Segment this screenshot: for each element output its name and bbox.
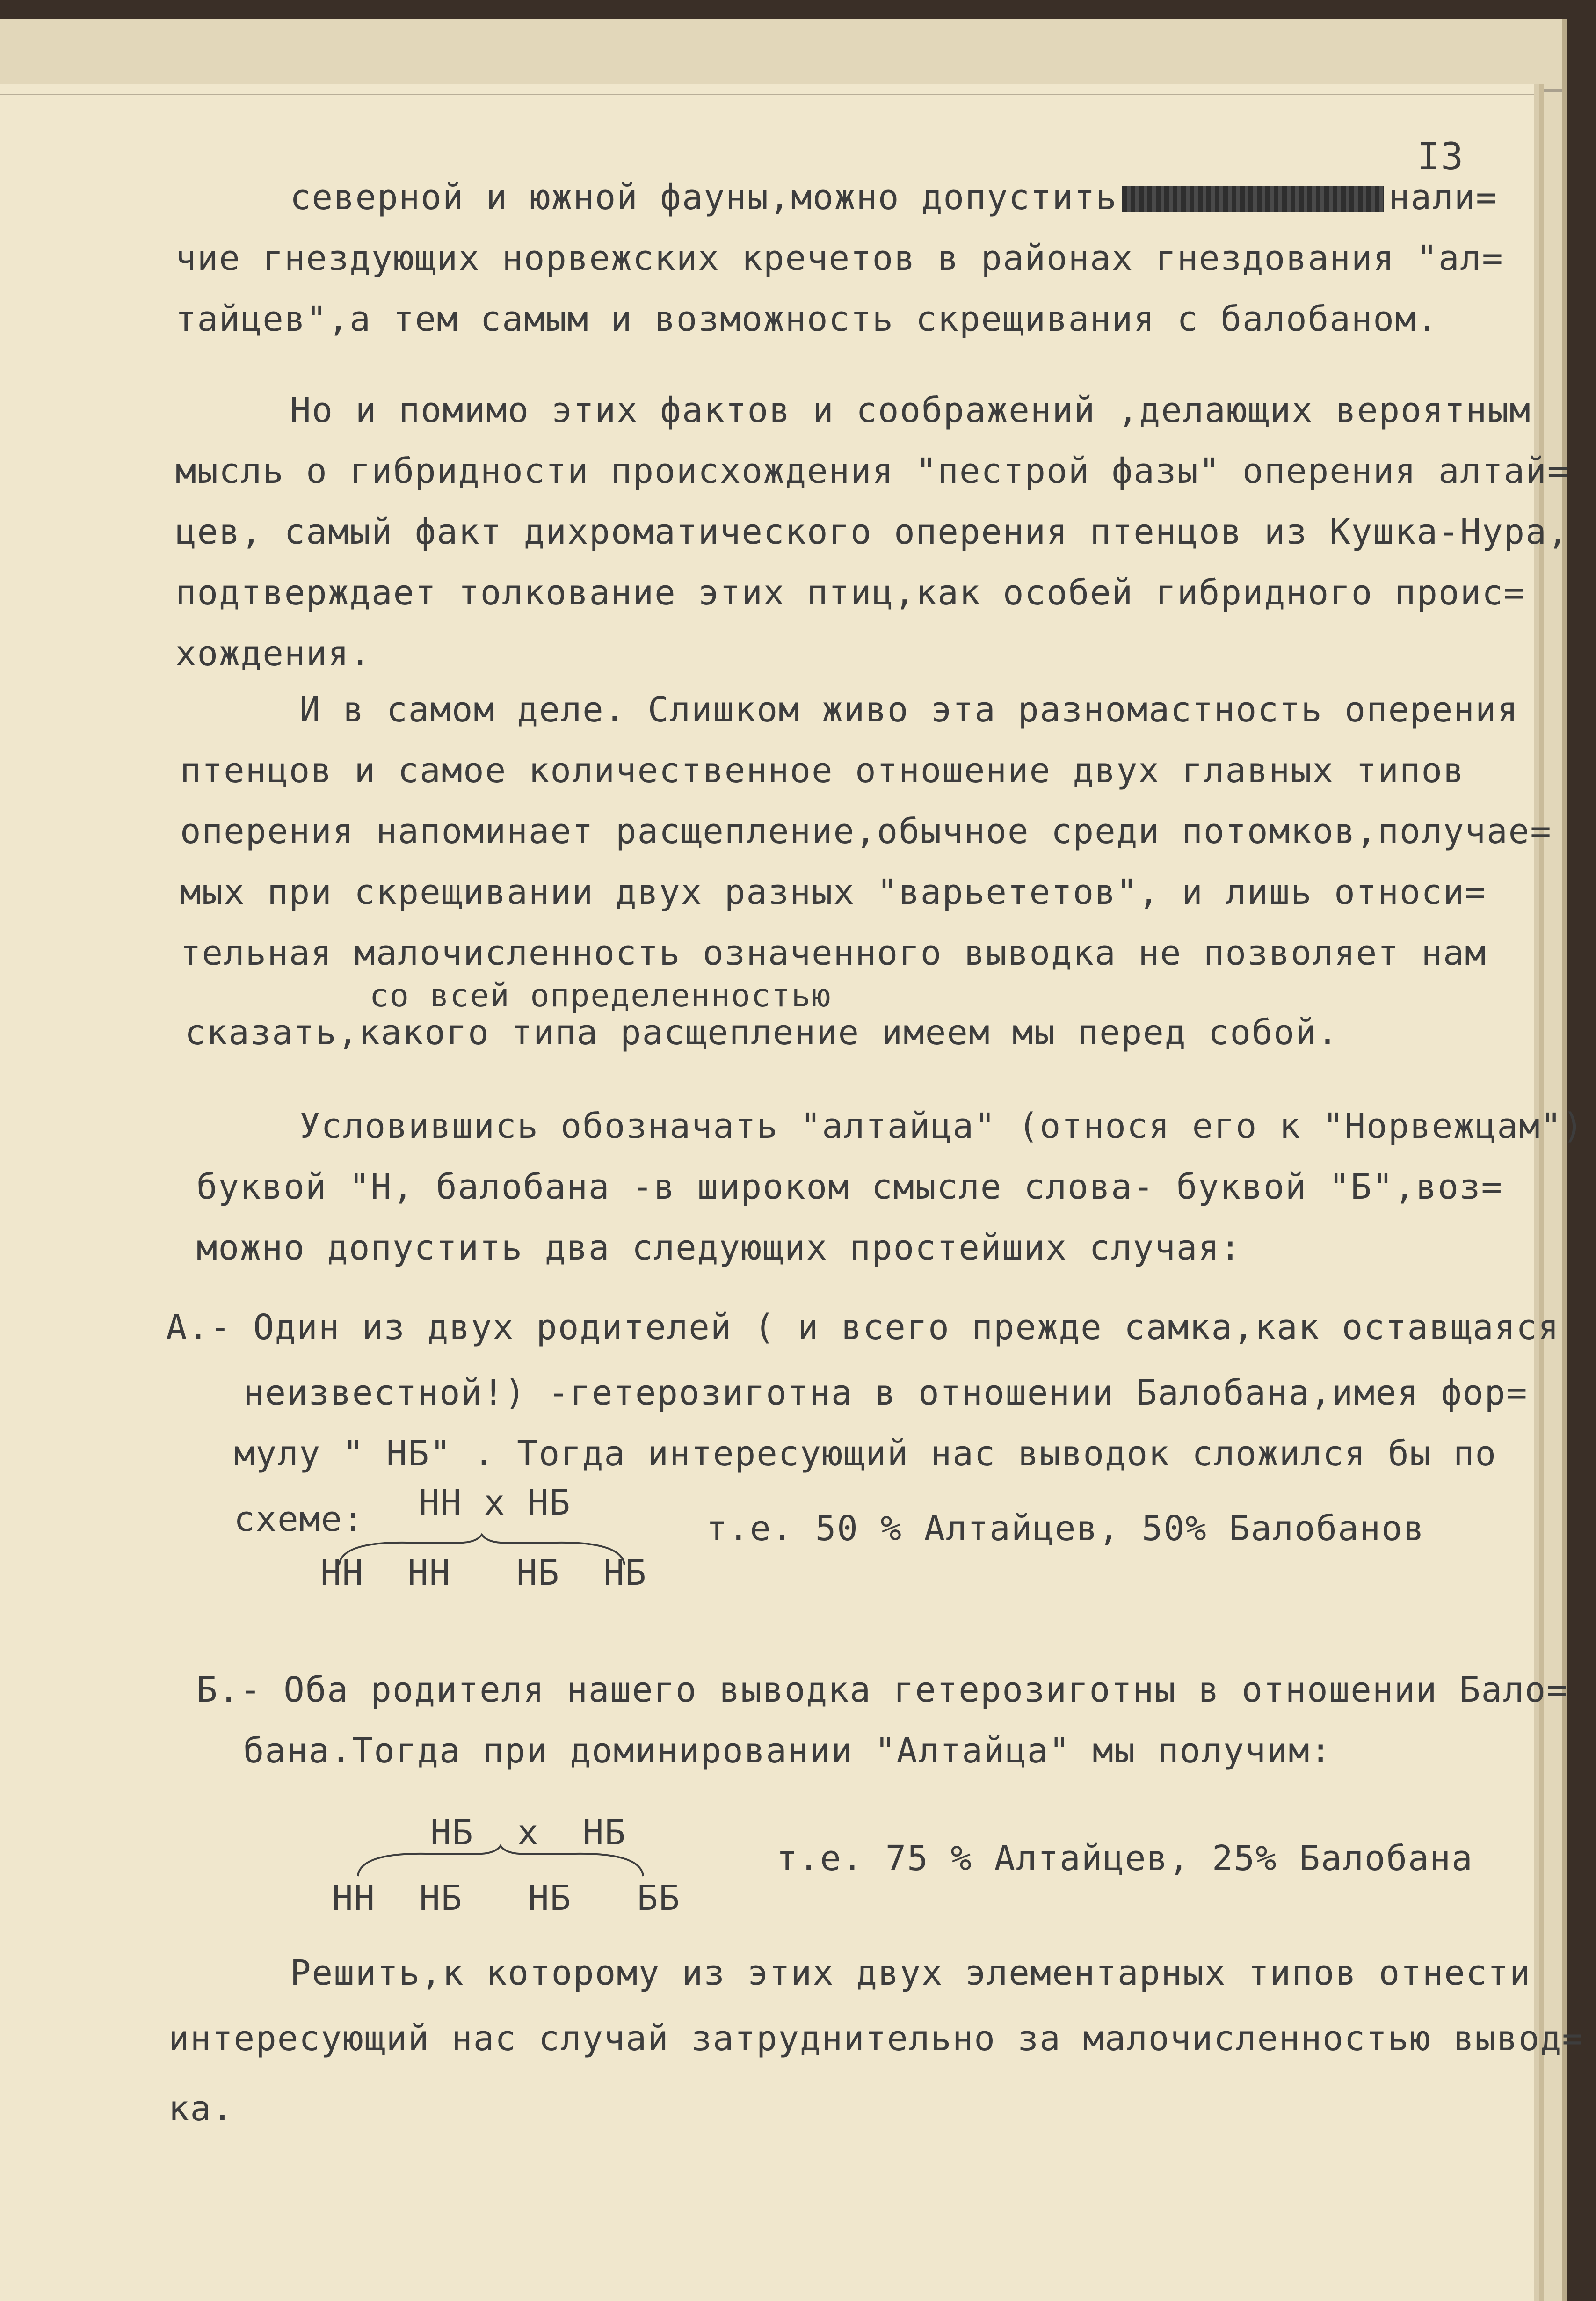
text-line: подтверждает толкование этих птиц,как особей гибридного проис= <box>175 573 1526 613</box>
text-line: Решить,к которому из этих двух элементарных типов отнести <box>290 1953 1531 1993</box>
page-rule <box>0 94 1534 95</box>
text-line: мулу " НБ" . Тогда интересующий нас выводок сложился бы по <box>234 1434 1497 1474</box>
text-line: цев, самый факт дихроматического оперения птенцов из Кушка-Нура, <box>175 512 1569 552</box>
text-line: тайцев",а тем самым и возможность скрещивания с балобаном. <box>175 299 1439 339</box>
offspring-genotypes: НН НБ НБ ББ <box>332 1878 681 1918</box>
text-line: можно допустить два следующих простейших случая: <box>196 1228 1242 1268</box>
typewritten-page <box>0 84 1584 2301</box>
struck-out-text <box>1122 186 1384 212</box>
cross-formula: НН х НБ <box>419 1483 571 1523</box>
text-line: сказать,какого типа расщепление имеем мы перед собой. <box>185 1012 1339 1053</box>
inserted-text: со всей определенностью <box>370 977 832 1014</box>
text-line: Но и помимо этих фактов и соображений ,делающих вероятным <box>290 390 1531 430</box>
cross-formula: НБ х НБ <box>430 1813 626 1853</box>
text-line: Б.- Оба родителя нашего выводка гетерозиготны в отношении Бало= <box>196 1670 1568 1710</box>
text-line: ка. <box>168 2089 234 2129</box>
text-line: бана.Тогда при доминировании "Алтайца" мы получим: <box>243 1731 1332 1771</box>
result-ratio: т.е. 50 % Алтайцев, 50% Балобанов <box>706 1508 1425 1549</box>
text-line: чие гнездующих норвежских кречетов в районах гнездования "ал= <box>175 238 1504 278</box>
scheme-label: схеме: <box>234 1499 365 1539</box>
brace-icon <box>355 1843 646 1881</box>
text-line: И в самом деле. Слишком живо эта разномастность оперения <box>299 690 1519 730</box>
text-line: северной и южной фауны,можно допустить нали= <box>290 177 1498 218</box>
page-number: I3 <box>1417 135 1465 178</box>
text-line: неизвестной!) -гетерозиготна в отношении Балобана,имея фор= <box>243 1373 1528 1413</box>
offspring-genotypes: НН НН НБ НБ <box>320 1553 647 1593</box>
text-line: хождения. <box>175 634 371 674</box>
text-line: Условившись обозначать "алтайца" (относя его к "Норвежцам") <box>299 1106 1584 1146</box>
text-line: мысль о гибридности происхождения "пестрой фазы" оперения алтай= <box>175 451 1569 491</box>
text-line: оперения напоминает расщепление,обычное среди потомков,получае= <box>180 811 1552 852</box>
text-line: птенцов и самое количественное отношение двух главных типов <box>180 750 1465 791</box>
text-line: тельная малочисленность означенного выводка не позволяет нам <box>180 933 1487 973</box>
text-line: интересующий нас случай затруднительно за малочисленностью вывод= <box>168 2018 1584 2059</box>
text-line: мых при скрещивании двух разных "варьететов", и лишь относи= <box>180 872 1487 912</box>
result-ratio: т.е. 75 % Алтайцев, 25% Балобана <box>776 1838 1473 1879</box>
text-line: буквой "Н, балобана -в широком смысле слова- буквой "Б",воз= <box>196 1167 1503 1207</box>
text-line: А.- Один из двух родителей ( и всего прежде самка,как оставщаяся <box>166 1307 1560 1347</box>
